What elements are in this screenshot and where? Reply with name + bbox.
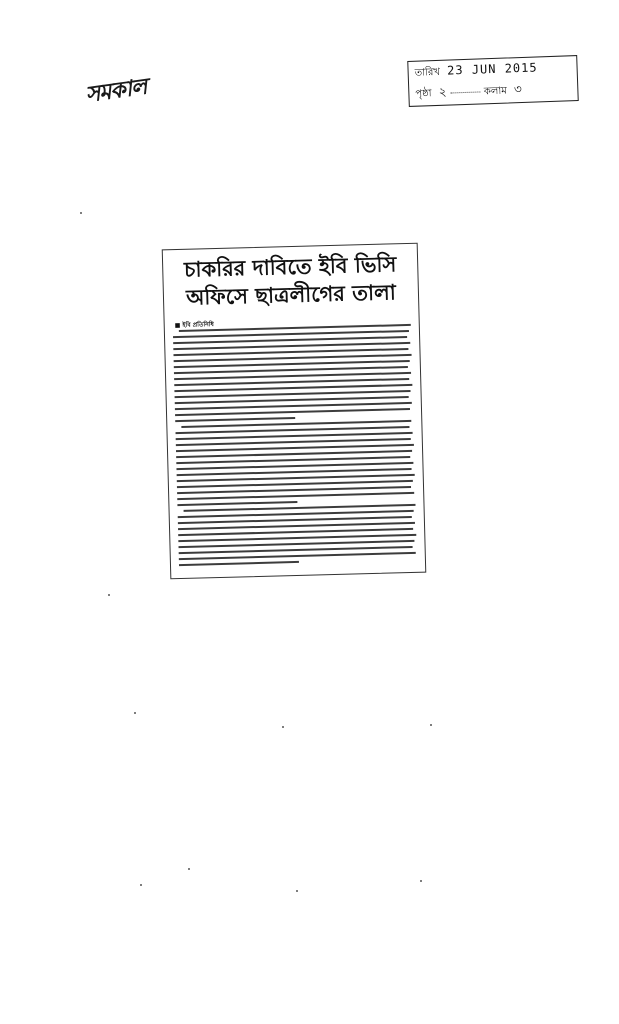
- newspaper-masthead: [83, 73, 246, 118]
- article-body-text: [173, 324, 417, 570]
- stamp-date-label: তারিখ: [414, 66, 441, 79]
- stamp-column-value: ৩: [513, 81, 524, 97]
- scan-speck: [140, 884, 142, 886]
- headline-line-1: চাকরির দাবিতে ইবি ভিসি: [183, 251, 397, 282]
- scan-speck: [108, 594, 110, 596]
- article-byline: ■ ইবি প্রতিনিধি: [174, 321, 214, 330]
- stamp-page-row: [415, 79, 572, 102]
- stamp-dotted-line: [451, 91, 481, 93]
- body-text-line: [177, 501, 297, 506]
- body-text-line: [179, 561, 299, 566]
- scan-speck: [80, 212, 82, 214]
- article-headline: [169, 250, 412, 312]
- stamp-page-value: ২: [438, 84, 448, 99]
- date-stamp: [407, 55, 579, 107]
- body-text-line: [175, 417, 295, 422]
- newspaper-clipping: [162, 243, 427, 580]
- scan-speck: [420, 880, 422, 882]
- scan-speck: [430, 724, 432, 726]
- stamp-column-label: কলাম: [483, 85, 508, 98]
- scan-speck: [188, 868, 190, 870]
- stamp-date-value: 23 JUN 2015: [446, 60, 538, 78]
- stamp-page-label: পৃষ্ঠা: [415, 88, 432, 100]
- scan-speck: [296, 890, 298, 892]
- scan-speck: [282, 726, 284, 728]
- scan-speck: [134, 712, 136, 714]
- masthead-name: সমকাল: [83, 73, 148, 108]
- headline-line-2: অফিসে ছাত্রলীগের তালা: [185, 279, 397, 310]
